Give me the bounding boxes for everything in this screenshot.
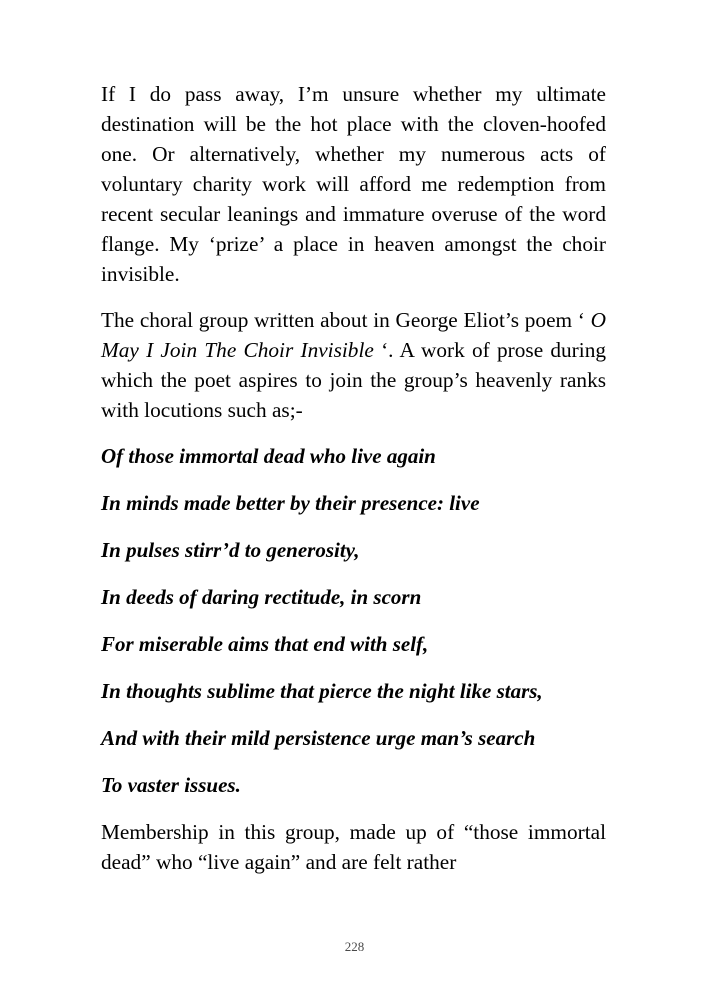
body-paragraph-1: If I do pass away, I’m unsure whether my ultimate destination will be the hot place with the cloven-hoofed one. Or alternatively, whether my numerous acts of voluntary charity work will afford me redemption from recent secular leanings and immature overuse of the word flange. My ‘prize’ a place in heaven amongst the choir invisible. [101, 82, 606, 286]
poem-line: In thoughts sublime that pierce the night like stars, [101, 679, 543, 703]
paragraph-2-lead-text: The choral group written about in George Eliot’s poem ‘ [101, 308, 591, 332]
poem-title: O May I Join The Choir Invisible [101, 308, 606, 362]
paragraph-2-trail-text: ‘. A work of prose during which the poet aspires to join the group’s heavenly ranks with locutions such as;- [101, 338, 606, 422]
poem-line: And with their mild persistence urge man’s search [101, 726, 536, 750]
poem-line: Of those immortal dead who live again [101, 444, 436, 468]
body-paragraph-3: Membership in this group, made up of “those immortal dead” who “live again” and are felt rather [101, 820, 606, 874]
text-block [101, 79, 606, 893]
poem-line: In minds made better by their presence: live [101, 491, 480, 515]
poem-line: For miserable aims that end with self, [101, 632, 429, 656]
body-paragraph-2 [101, 305, 606, 425]
poem-line: To vaster issues. [101, 773, 241, 797]
page-number: 228 [344, 939, 365, 954]
poem-line: In deeds of daring rectitude, in scorn [101, 585, 422, 609]
poem-line: In pulses stirr’d to generosity, [101, 538, 360, 562]
